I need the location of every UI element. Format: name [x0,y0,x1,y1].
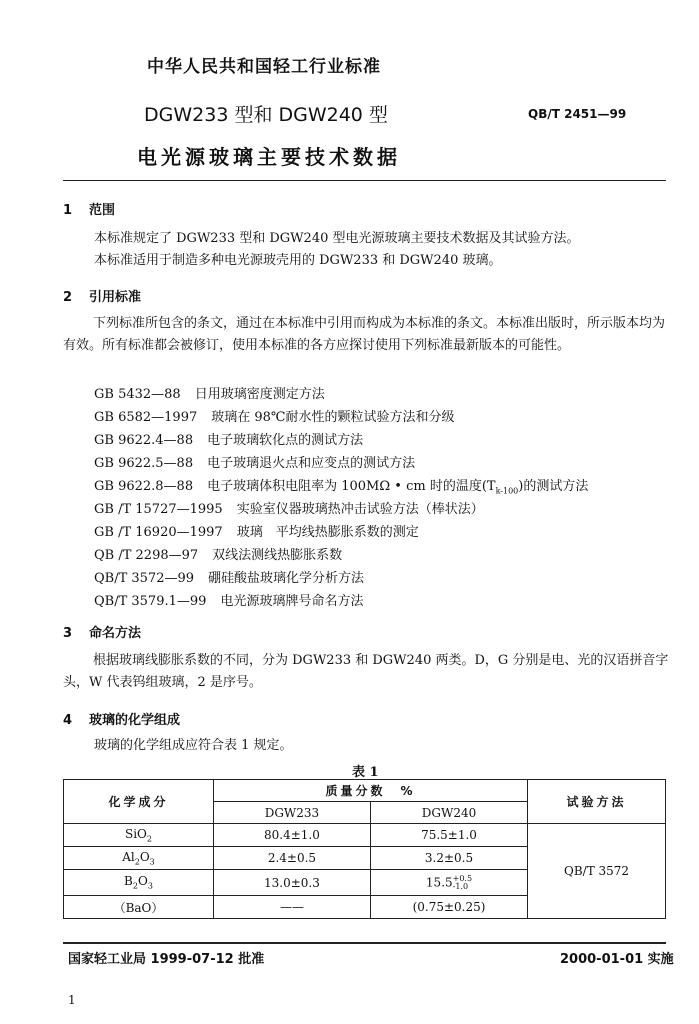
reference-item [94,406,454,425]
tolerance-upper: +0.5 [452,873,473,883]
chemical-composition-table [63,779,666,919]
section-title: 范围 [89,203,116,218]
reference-code: GB /T 15727—1995 [94,502,223,517]
paragraph: 本标准规定了 DGW233 型和 DGW240 型电光源玻璃主要技术数据及其试验方法。 [94,231,580,246]
section-title: 玻璃的化学组成 [89,713,181,728]
reference-item [94,429,363,448]
reference-item [94,383,325,402]
subscript: k-100 [495,486,519,496]
reference-item [94,567,364,586]
footer-rule [63,942,666,944]
reference-title: 玻璃 平均线热膨胀系数的测定 [236,525,419,540]
section-4-heading [63,709,180,728]
dgw240-value: 75.5±1.0 [370,824,527,847]
reference-title-tail: )的测试方法 [518,479,589,494]
reference-code: GB 9622.4—88 [94,433,194,448]
table-row [64,824,666,847]
paragraph: 下列标准所包含的条文，通过在本标准中引用而构成为本标准的条文。本标准出版时，所示版本均为有效。所有标准都会被修订，使用本标准的各方应探讨使用下列标准最新版本的可能性。 [63,316,666,353]
dgw233-value: 2.4±0.5 [213,847,370,870]
section-title: 命名方法 [89,626,142,641]
reference-item [94,544,342,563]
reference-title: 日用玻璃密度测定方法 [194,387,325,402]
page-number: 1 [68,993,76,1007]
dgw240-value: 15.5 +0.5 -1.0 [370,870,527,896]
section-title: 引用标准 [89,290,142,305]
reference-title: 玻璃在 98℃耐水性的颗粒试验方法和分级 [211,410,455,425]
industry-standard-heading: 中华人民共和国轻工行业标准 [147,57,381,77]
header-test-method: 试验方法 [528,780,666,824]
reference-item [94,521,419,540]
reference-title: 电子玻璃退火点和应变点的测试方法 [207,456,416,471]
reference-title: 电子玻璃体积电阻率为 100MΩ • cm 时的温度(T [207,479,496,494]
section-number: 1 [63,203,73,218]
reference-code: GB 9622.8—88 [94,479,194,494]
reference-code: GB 9622.5—88 [94,456,194,471]
reference-code: GB 6582—1997 [94,410,198,425]
section-2-heading [63,286,141,305]
reference-item [94,475,588,496]
reference-title: 硼硅酸盐玻璃化学分析方法 [208,571,365,586]
header-mass-fraction: 质量分数 % [213,780,527,802]
reference-title: 双线法测线热膨胀系数 [212,548,343,563]
test-method-value: QB/T 3572 [528,824,666,919]
section-1-heading [63,199,115,218]
component-cell: $Al_2O_3$ [64,847,214,870]
dgw233-value: 13.0±0.3 [213,870,370,896]
reference-code: QB /T 2298—97 [94,548,199,563]
header-composition: 化学成分 [64,780,214,824]
section-number: 3 [63,626,73,641]
standard-number: QB/T 2451—99 [528,107,627,121]
component-cell: $B_2O_3$ [64,870,214,896]
document-title-line1: DGW233 型和 DGW240 型 [144,104,388,126]
dgw240-value: (0.75±0.25) [370,896,527,919]
reference-item [94,498,484,517]
document-title-line2: 电光源玻璃主要技术数据 [137,145,401,169]
paragraph: 本标准适用于制造多种电光源玻壳用的 DGW233 和 DGW240 玻璃。 [94,253,502,268]
reference-code: GB /T 16920—1997 [94,525,223,540]
reference-title: 电子玻璃软化点的测试方法 [207,433,364,448]
header-dgw233: DGW233 [213,802,370,824]
paragraph: 根据玻璃线膨胀系数的不同，分为 DGW233 和 DGW240 两类。D，G 分别是电、光的汉语拼音字头，W 代表钨组玻璃，2 是序号。 [63,653,669,690]
section-number: 4 [63,713,73,728]
reference-title: 电光源玻璃牌号命名方法 [220,594,364,609]
component-cell: SiO$_2$ [64,824,214,847]
header-dgw240: DGW240 [370,802,527,824]
tolerance-lower: -1.0 [452,881,469,891]
component-cell: （BaO） [64,896,214,919]
reference-item [94,452,415,471]
paragraph: 玻璃的化学组成应符合表 1 规定。 [94,738,293,753]
reference-code: GB 5432—88 [94,387,181,402]
dgw240-value: 3.2±0.5 [370,847,527,870]
section-3-heading [63,622,141,641]
reference-title: 实验室仪器玻璃热冲击试验方法（棒状法） [236,502,484,517]
dgw233-value: —— [213,896,370,919]
reference-code: QB/T 3579.1—99 [94,594,207,609]
implementation-date: 2000-01-01 实施 [560,952,674,967]
reference-item [94,590,363,609]
reference-code: QB/T 3572—99 [94,571,195,586]
dgw233-value: 80.4±1.0 [213,824,370,847]
approval-note: 国家轻工业局 1999-07-12 批准 [68,952,265,967]
table-caption: 表 1 [352,765,379,780]
header-rule [63,180,666,181]
section-number: 2 [63,290,73,305]
